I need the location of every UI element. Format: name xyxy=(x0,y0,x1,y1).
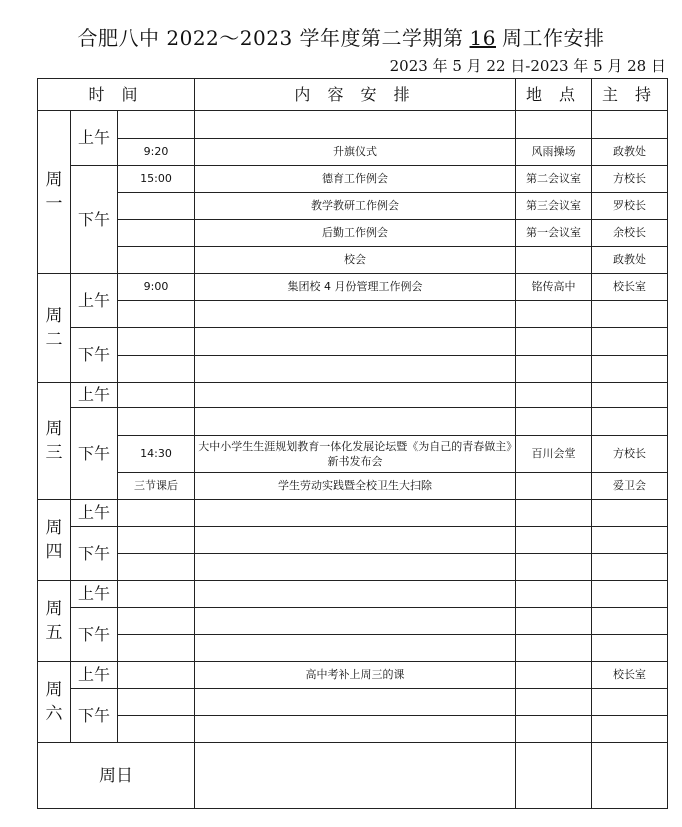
afternoon-label: 下午 xyxy=(71,527,118,581)
place-cell xyxy=(516,111,592,139)
table-row xyxy=(38,527,668,554)
host-cell xyxy=(592,356,668,383)
content-cell: 学生劳动实践暨全校卫生大扫除 xyxy=(195,473,516,500)
host-cell: 爱卫会 xyxy=(592,473,668,500)
table-row xyxy=(38,662,668,689)
day-sunday: 周日 xyxy=(38,743,195,809)
content-cell xyxy=(195,356,516,383)
content-cell xyxy=(195,111,516,139)
host-cell: 政教处 xyxy=(592,247,668,274)
host-cell xyxy=(592,500,668,527)
place-cell xyxy=(516,301,592,328)
place-cell: 风雨操场 xyxy=(516,139,592,166)
host-cell xyxy=(592,689,668,716)
place-cell: 百川会堂 xyxy=(516,436,592,473)
day-saturday xyxy=(38,662,71,743)
place-cell xyxy=(516,527,592,554)
morning-label: 上午 xyxy=(71,500,118,527)
page-title xyxy=(0,22,682,51)
content-cell: 大中小学生生涯规划教育一体化发展论坛暨《为自己的青春做主》新书发布会 xyxy=(195,436,516,473)
place-cell xyxy=(516,743,592,809)
time-cell xyxy=(118,716,195,743)
afternoon-label: 下午 xyxy=(71,328,118,383)
header-content: 内 容 安 排 xyxy=(195,79,516,111)
afternoon-label: 下午 xyxy=(71,408,118,500)
table-row xyxy=(38,473,668,500)
day-tuesday xyxy=(38,274,71,383)
time-cell xyxy=(118,581,195,608)
day-wednesday xyxy=(38,383,71,500)
table-row xyxy=(38,301,668,328)
day-label: 周五 xyxy=(45,599,63,643)
time-cell xyxy=(118,662,195,689)
host-cell: 方校长 xyxy=(592,436,668,473)
table-row xyxy=(38,274,668,301)
content-cell xyxy=(195,408,516,436)
day-monday xyxy=(38,111,71,274)
header-host: 主 持 xyxy=(592,79,668,111)
schedule-table xyxy=(37,78,668,809)
table-row xyxy=(38,581,668,608)
time-cell: 9:20 xyxy=(118,139,195,166)
content-cell xyxy=(195,743,516,809)
content-cell xyxy=(195,608,516,635)
host-cell xyxy=(592,608,668,635)
time-cell xyxy=(118,328,195,356)
table-row xyxy=(38,111,668,139)
morning-label: 上午 xyxy=(71,662,118,689)
place-cell: 铭传高中 xyxy=(516,274,592,301)
table-row xyxy=(38,408,668,436)
afternoon-label: 下午 xyxy=(71,689,118,743)
place-cell: 第一会议室 xyxy=(516,220,592,247)
host-cell xyxy=(592,716,668,743)
host-cell: 方校长 xyxy=(592,166,668,193)
morning-label: 上午 xyxy=(71,581,118,608)
date-range: 2023 年 5 月 22 日-2023 年 5 月 28 日 xyxy=(389,57,666,75)
time-cell xyxy=(118,500,195,527)
place-cell xyxy=(516,554,592,581)
content-cell xyxy=(195,689,516,716)
day-friday xyxy=(38,581,71,662)
day-label: 周六 xyxy=(45,680,63,724)
content-cell xyxy=(195,635,516,662)
table-row xyxy=(38,139,668,166)
content-cell: 高中考补上周三的课 xyxy=(195,662,516,689)
table-row xyxy=(38,356,668,383)
content-cell xyxy=(195,716,516,743)
header-row xyxy=(38,79,668,111)
time-cell: 15:00 xyxy=(118,166,195,193)
content-cell xyxy=(195,301,516,328)
table-row xyxy=(38,220,668,247)
place-cell xyxy=(516,408,592,436)
place-cell xyxy=(516,383,592,408)
table-row xyxy=(38,436,668,473)
table-row xyxy=(38,166,668,193)
content-cell xyxy=(195,527,516,554)
time-cell xyxy=(118,635,195,662)
table-row xyxy=(38,193,668,220)
content-cell xyxy=(195,554,516,581)
title-prefix: 合肥八中 2022～2023 学年度第二学期第 xyxy=(77,26,464,50)
place-cell xyxy=(516,635,592,662)
table-row xyxy=(38,383,668,408)
content-cell xyxy=(195,383,516,408)
day-label: 周三 xyxy=(45,419,63,463)
content-cell xyxy=(195,500,516,527)
host-cell xyxy=(592,635,668,662)
table-row xyxy=(38,716,668,743)
table-row xyxy=(38,608,668,635)
day-label: 周一 xyxy=(45,170,63,214)
time-cell: 三节课后 xyxy=(118,473,195,500)
place-cell xyxy=(516,473,592,500)
table-row xyxy=(38,328,668,356)
place-cell xyxy=(516,356,592,383)
host-cell xyxy=(592,743,668,809)
time-cell xyxy=(118,527,195,554)
place-cell xyxy=(516,689,592,716)
morning-label: 上午 xyxy=(71,274,118,328)
title-suffix: 周工作安排 xyxy=(501,26,605,50)
time-cell: 9:00 xyxy=(118,274,195,301)
table-row xyxy=(38,500,668,527)
time-cell xyxy=(118,220,195,247)
content-cell: 德育工作例会 xyxy=(195,166,516,193)
host-cell xyxy=(592,328,668,356)
time-cell xyxy=(118,247,195,274)
content-cell: 后勤工作例会 xyxy=(195,220,516,247)
host-cell: 校长室 xyxy=(592,274,668,301)
place-cell xyxy=(516,500,592,527)
place-cell xyxy=(516,581,592,608)
host-cell xyxy=(592,527,668,554)
table-row xyxy=(38,689,668,716)
content-cell: 升旗仪式 xyxy=(195,139,516,166)
place-cell xyxy=(516,662,592,689)
host-cell: 罗校长 xyxy=(592,193,668,220)
time-cell xyxy=(118,554,195,581)
time-cell xyxy=(118,408,195,436)
time-cell xyxy=(118,608,195,635)
time-cell xyxy=(118,301,195,328)
week-number: 16 xyxy=(469,26,496,50)
host-cell: 校长室 xyxy=(592,662,668,689)
table-row xyxy=(38,743,668,809)
host-cell xyxy=(592,554,668,581)
time-cell xyxy=(118,383,195,408)
table-row xyxy=(38,635,668,662)
header-place: 地 点 xyxy=(516,79,592,111)
place-cell xyxy=(516,716,592,743)
morning-label: 上午 xyxy=(71,111,118,166)
day-label: 周四 xyxy=(45,518,63,562)
content-cell xyxy=(195,328,516,356)
host-cell xyxy=(592,408,668,436)
place-cell xyxy=(516,247,592,274)
time-cell xyxy=(118,356,195,383)
afternoon-label: 下午 xyxy=(71,608,118,662)
day-label: 周二 xyxy=(45,306,63,350)
place-cell: 第三会议室 xyxy=(516,193,592,220)
time-cell xyxy=(118,111,195,139)
content-cell: 集团校 4 月份管理工作例会 xyxy=(195,274,516,301)
content-cell xyxy=(195,581,516,608)
time-cell xyxy=(118,689,195,716)
afternoon-label: 下午 xyxy=(71,166,118,274)
place-cell xyxy=(516,328,592,356)
host-cell xyxy=(592,581,668,608)
day-thursday xyxy=(38,500,71,581)
host-cell xyxy=(592,301,668,328)
place-cell xyxy=(516,608,592,635)
content-cell: 校会 xyxy=(195,247,516,274)
host-cell: 政教处 xyxy=(592,139,668,166)
content-cell: 教学教研工作例会 xyxy=(195,193,516,220)
host-cell: 余校长 xyxy=(592,220,668,247)
table-row xyxy=(38,554,668,581)
host-cell xyxy=(592,383,668,408)
place-cell: 第二会议室 xyxy=(516,166,592,193)
host-cell xyxy=(592,111,668,139)
morning-label: 上午 xyxy=(71,383,118,408)
time-cell xyxy=(118,193,195,220)
header-time: 时 间 xyxy=(38,79,195,111)
time-cell: 14:30 xyxy=(118,436,195,473)
table-row xyxy=(38,247,668,274)
